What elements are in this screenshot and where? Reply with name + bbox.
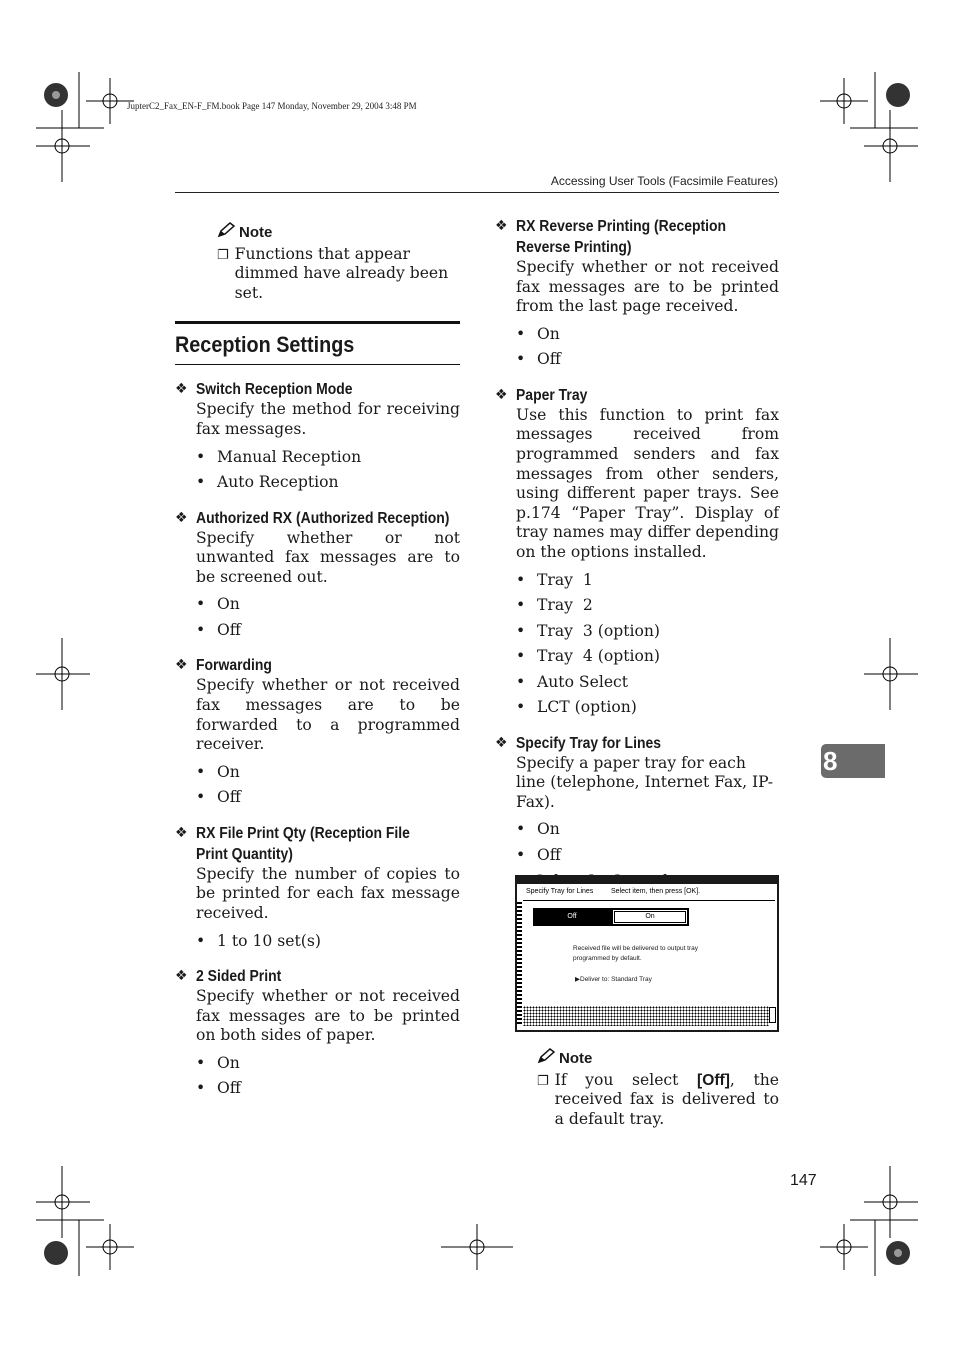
option-item: • Off [516, 350, 561, 369]
setting-item [495, 385, 779, 721]
diamond-bullet-icon: ❖ [175, 968, 188, 984]
panel-screenshot [515, 875, 779, 1032]
setting-title: Specify Tray for Lines [516, 734, 661, 752]
option-item: • Tray 3 (option) [516, 621, 660, 640]
page-number: 147 [790, 1172, 817, 1189]
pencil-icon [217, 222, 235, 244]
note-text: If you select [Off], the received fax is delivered to a default tray. [554, 1070, 779, 1128]
option-item: • Manual Reception [196, 447, 362, 466]
screen-side-strip [517, 902, 522, 1026]
setting-title: RX Reverse Printing (Reception Reverse Printing) [516, 218, 727, 256]
option-list [516, 568, 779, 721]
setting-description: Specify whether or not received fax messages are to be printed from the last page received. [516, 258, 779, 316]
setting-item [495, 216, 779, 373]
header-rule [175, 192, 779, 193]
screen-title: Specify Tray for Lines [526, 888, 594, 895]
note-heading-label: Note [239, 224, 273, 241]
pencil-icon [537, 1048, 555, 1070]
setting-item [175, 655, 460, 810]
deliver-to-text: ▶Deliver to: Standard Tray [575, 976, 652, 983]
setting-description: Specify the method for receiving fax messages. [196, 400, 460, 438]
option-item: • Auto Select [516, 672, 629, 691]
section-title: Reception Settings [175, 332, 355, 358]
top-note [217, 222, 460, 303]
option-item: • LCT (option) [516, 698, 637, 717]
option-item: • Off [196, 788, 241, 807]
screen-message: Received file will be delivered to output tray programmed by default. [573, 945, 699, 962]
option-item: • On [196, 1053, 240, 1072]
option-item: • 1 to 10 set(s) [196, 931, 321, 950]
note-item [537, 1071, 779, 1130]
setting-title: RX File Print Qty (Reception File Print Quantity) [196, 824, 410, 863]
setting-item [175, 379, 460, 495]
setting-description: Specify a paper tray for each line (telephone, Internet Fax, IP-Fax). [516, 753, 774, 811]
diamond-bullet-icon: ❖ [495, 386, 508, 403]
checkbox-bullet-icon: ❐ [537, 1073, 549, 1089]
setting-title: Paper Tray [516, 386, 588, 404]
diamond-bullet-icon: ❖ [175, 381, 188, 398]
setting-description: Specify the number of copies to be printed for each fax message received. [196, 864, 460, 922]
setting-title: Authorized RX (Authorized Reception) [196, 509, 450, 527]
bottom-note [537, 1048, 779, 1129]
setting-item [175, 966, 460, 1102]
setting-description: Specify whether or not received fax messages are to be printed on both sides of paper. [196, 987, 460, 1045]
screen-dotted-area [523, 1006, 769, 1026]
option-item: • On [516, 324, 560, 343]
option-item: • Tray 2 [516, 596, 593, 615]
diamond-bullet-icon: ❖ [175, 657, 188, 674]
option-item: • Off [516, 845, 561, 864]
diamond-bullet-icon: ❖ [175, 824, 188, 841]
setting-description: Specify whether or not received fax messages are to be forwarded to a programmed receiver. [196, 676, 460, 754]
note-heading [217, 222, 460, 244]
option-list [516, 817, 779, 868]
option-item: • On [196, 762, 240, 781]
setting-item [175, 823, 460, 954]
setting-item [175, 508, 460, 644]
left-column [175, 222, 460, 1114]
note-heading [537, 1048, 779, 1070]
setting-title: 2 Sided Print [196, 968, 282, 985]
option-list [196, 592, 460, 643]
file-info: JupterC2_Fax_EN-F_FM.book Page 147 Monday, November 29, 2004 3:48 PM [127, 101, 417, 111]
option-list [196, 929, 460, 955]
option-list [516, 322, 779, 373]
option-item: • Off [196, 1079, 241, 1098]
option-list [196, 760, 460, 811]
setting-description: Use this function to print fax messages received from programmed senders and fax messages from other senders, using different paper trays. See p.174 “Paper Tray”. Display of tray names may differ depending on the options installed. [516, 405, 779, 561]
note-item [217, 245, 460, 304]
option-item: • On [516, 820, 560, 839]
option-list [196, 1051, 460, 1102]
option-item: • Tray 1 [516, 570, 593, 589]
setting-description: Specify whether or not unwanted fax messages are to be screened out. [196, 528, 460, 586]
chapter-tab: 8 [821, 744, 885, 778]
diamond-bullet-icon: ❖ [495, 218, 508, 234]
option-item: • Tray 4 (option) [516, 647, 660, 666]
screen-prompt: Select item, then press [OK]. [611, 888, 701, 895]
note-heading-label: Note [559, 1050, 593, 1067]
off-button[interactable]: Off [533, 908, 611, 926]
option-item: • On [196, 595, 240, 614]
screen-scrollbar[interactable] [769, 1007, 776, 1023]
on-button[interactable]: On [611, 908, 689, 926]
section-rule [175, 364, 460, 365]
key-off-label: [Off] [697, 1071, 730, 1089]
checkbox-bullet-icon: ❐ [217, 247, 229, 263]
diamond-bullet-icon: ❖ [495, 734, 508, 751]
screen-divider [523, 900, 775, 901]
setting-title: Switch Reception Mode [196, 381, 353, 399]
running-header: Accessing User Tools (Facsimile Features) [550, 174, 778, 188]
diamond-bullet-icon: ❖ [175, 509, 188, 526]
setting-title: Forwarding [196, 657, 272, 675]
note-text: Functions that appear dimmed have already been set. [234, 244, 449, 302]
option-item: • Auto Reception [196, 473, 339, 492]
right-column [495, 216, 779, 924]
option-item: • Off [196, 620, 241, 639]
option-list [196, 445, 460, 496]
